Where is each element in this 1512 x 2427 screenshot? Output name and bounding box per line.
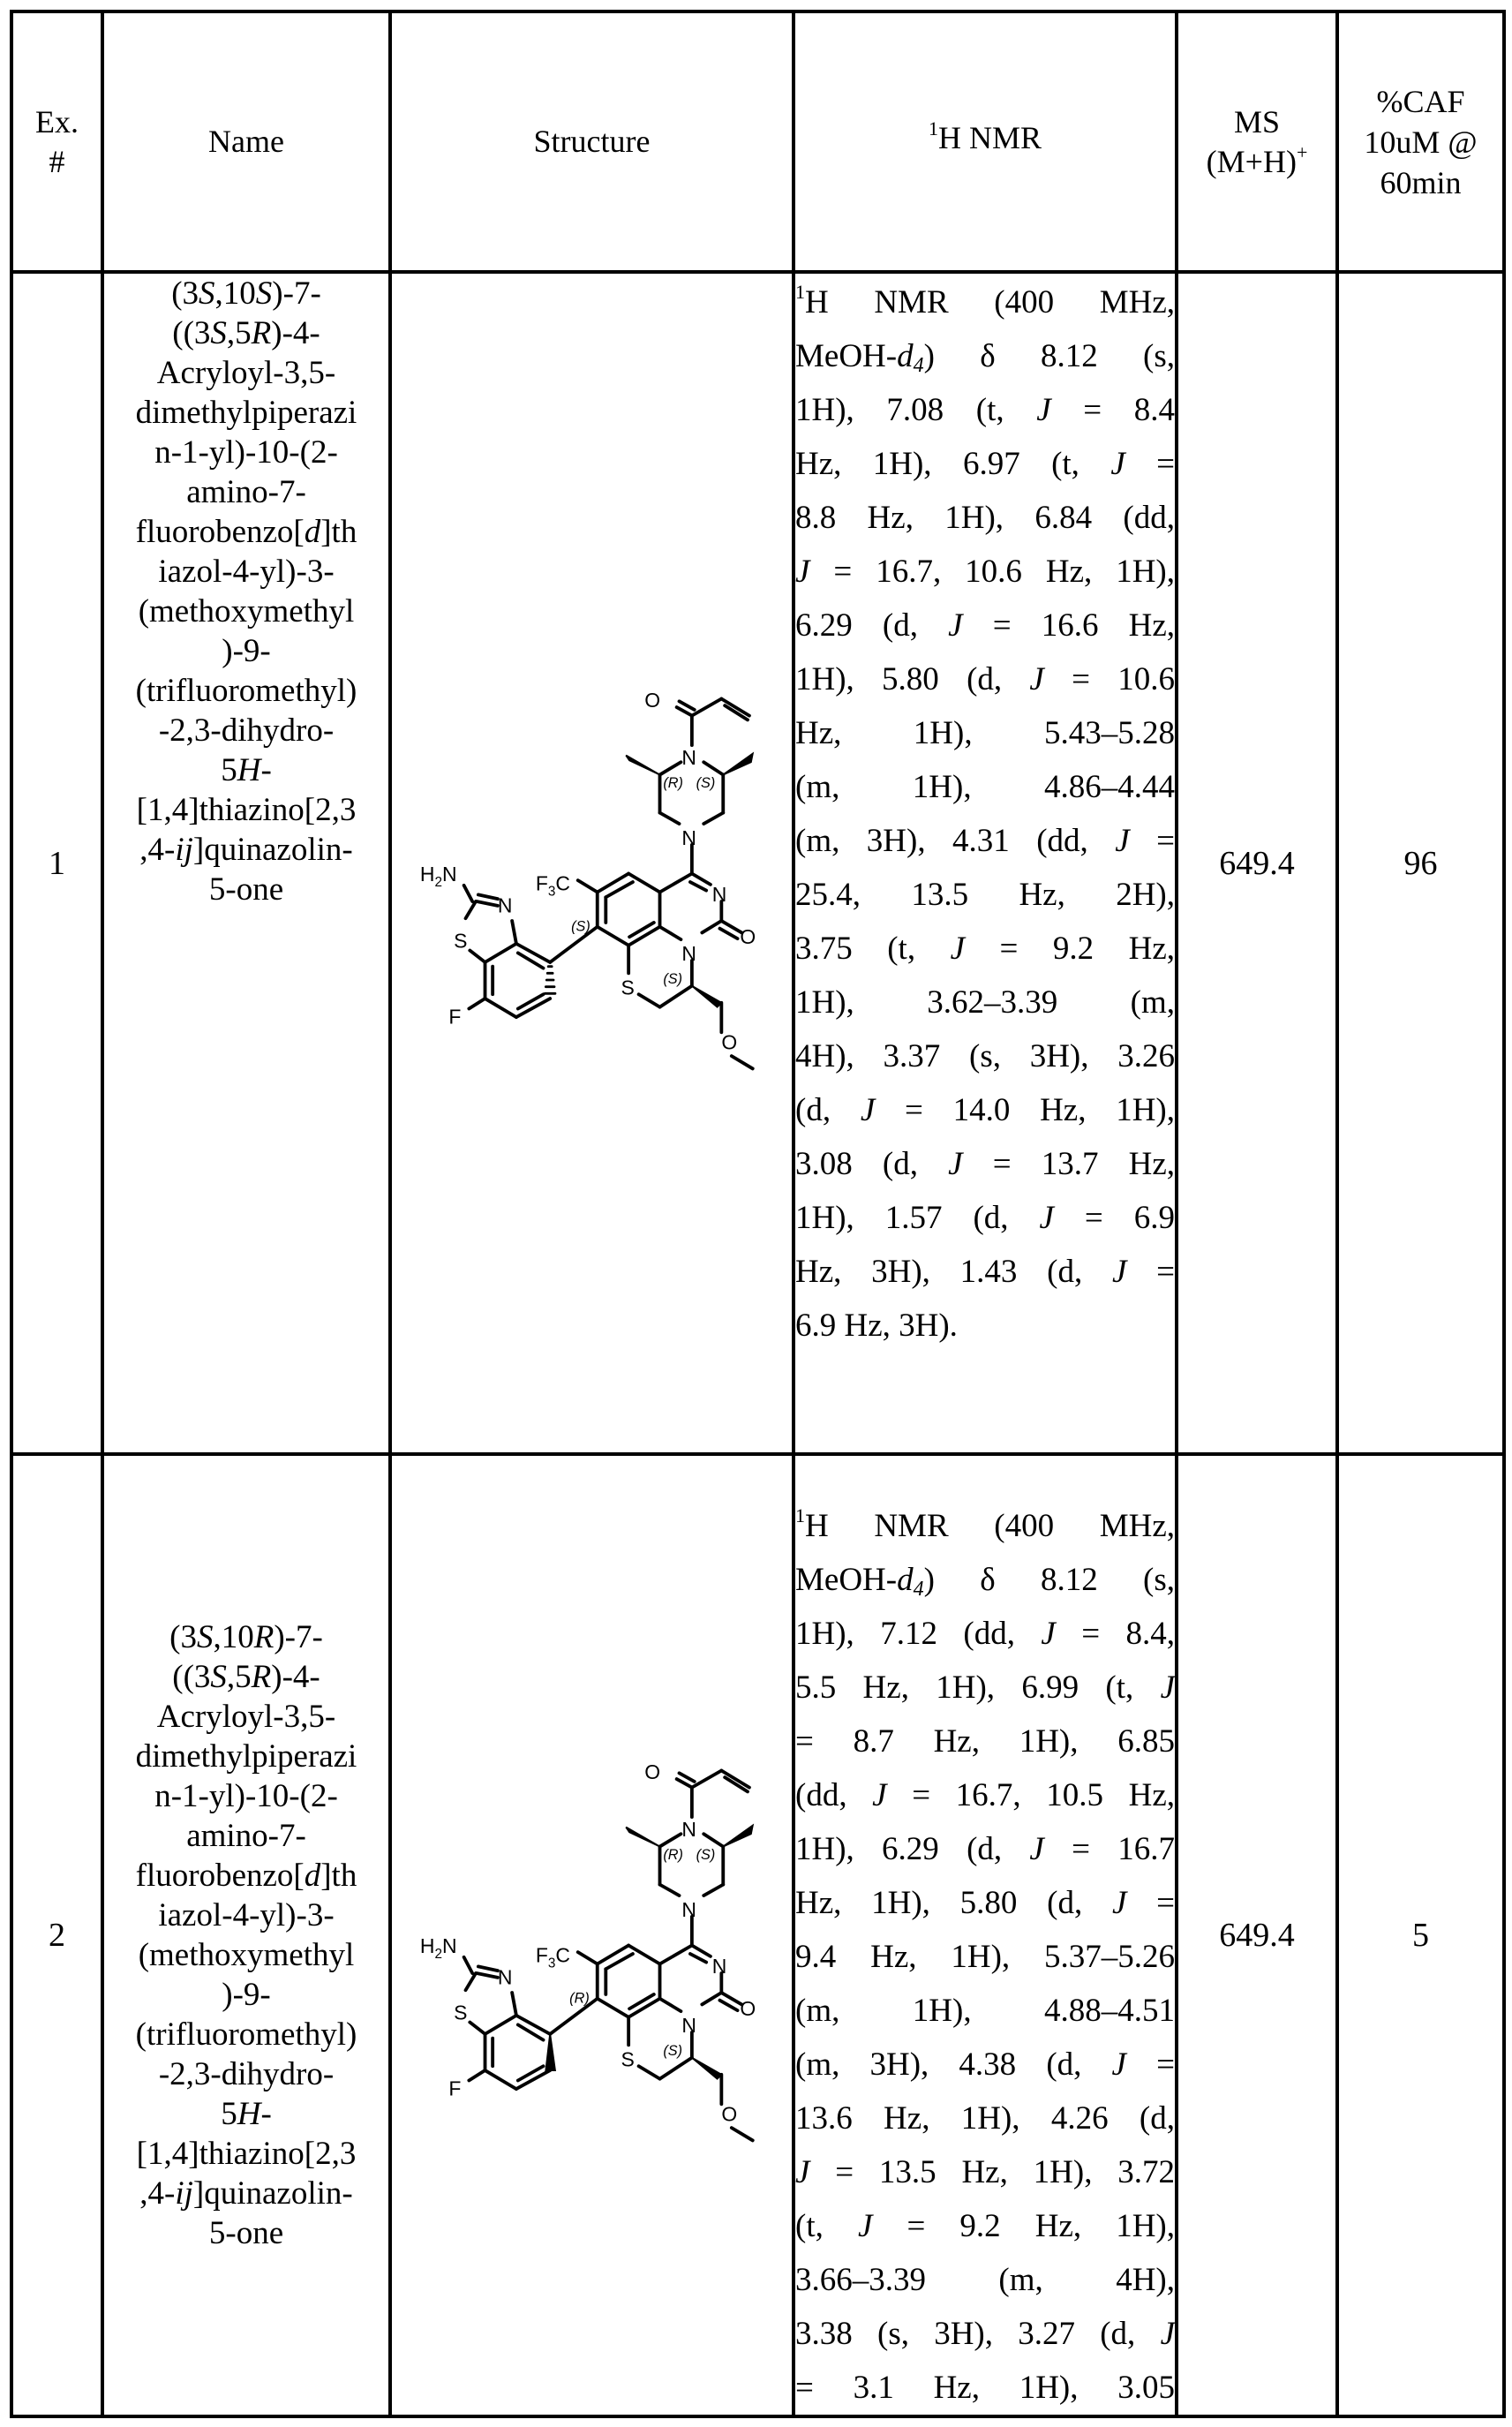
svg-text:N: N [497,893,512,916]
svg-text:O: O [643,1760,660,1784]
name-line: 5-one [208,871,284,908]
name-line: iazol-4-yl)-3- [158,1897,335,1933]
name-line: ,4-ij]quinazolin- [139,832,353,868]
nmr-line: = 8.7 Hz, 1H), 6.85 [795,1723,1175,1760]
nmr-line: J = 16.7, 10.6 Hz, 1H), [795,554,1175,590]
svg-text:H2N: $H_2N$ [419,862,457,890]
header-ms [1177,11,1337,272]
svg-text:N: N [681,745,696,769]
nmr-line: $^1$H NMR (400 MHz, [795,1504,1175,1544]
svg-text:F: F [448,1005,461,1029]
nmr-line: 3.08 (d, J = 13.7 Hz, [795,1146,1175,1182]
name-line: Acryloyl-3,5- [156,1699,336,1735]
name-line: -2,3-dihydro- [158,712,335,749]
nmr-line: (m, 3H), 4.38 (d, J = [795,2046,1175,2083]
nmr-line: (d, J = 14.0 Hz, 1H), [795,1092,1175,1128]
nmr-line: 6.9 Hz, 3H). [795,1308,958,1344]
nmr-line: 13.6 Hz, 1H), 4.26 (d, [795,2100,1175,2137]
name-line: fluorobenzo[d]th [135,1858,357,1894]
svg-text:N: N [681,2014,696,2037]
name-line: dimethylpiperazi [135,1738,357,1775]
compound-data-table [10,10,1506,2418]
compound-name [102,1454,390,2416]
name-line: ,4-ij]quinazolin- [139,2175,353,2212]
svg-text:N: N [681,825,696,849]
nmr-cell [794,272,1177,1454]
nmr-line: 8.8 Hz, 1H), 6.84 (dd, [795,500,1175,536]
name-line: n-1-yl)-10-(2- [154,434,338,471]
header-row [11,11,1504,272]
name-line: -2,3-dihydro- [158,2056,335,2092]
nmr-line: Hz, 1H), 5.80 (d, J = [795,1885,1175,1921]
nmr-line: 6.29 (d, J = 16.6 Hz, [795,607,1175,644]
header-ex-line2: # [49,143,65,179]
svg-text:O: O [739,924,756,948]
example-number: 2 [11,1454,102,2416]
name-line: (trifluoromethyl) [135,2016,357,2053]
header-ms-charge: + [1296,140,1308,163]
svg-text:F: F [448,2077,461,2100]
name-line: amino-7- [186,474,306,510]
svg-text:F3C: $F_3C$ [535,1943,570,1971]
table-row [11,1454,1504,2416]
nmr-line: 1H), 3.62–3.39 (m, [795,984,1175,1021]
name-line: (3S,10S)-7- [171,275,321,312]
nmr-line: 4H), 3.37 (s, 3H), 3.26 [795,1038,1175,1074]
nmr-line: 3.38 (s, 3H), 3.27 (d, J [795,2316,1175,2352]
nmr-line: 3.75 (t, J = 9.2 Hz, [795,931,1175,967]
header-caf-line3: 60min [1380,164,1462,200]
header-ex [11,11,102,272]
svg-text:N: N [681,1818,696,1842]
structure-cell [390,1454,794,2416]
name-line: n-1-yl)-10-(2- [154,1778,338,1814]
svg-text:(R): (R) [662,774,683,791]
nmr-line: 3.66–3.39 (m, 4H), [795,2262,1175,2298]
nmr-line: MeOH-$d_4$) δ 8.12 (s, [795,1562,1175,1601]
svg-text:(S): (S) [570,918,591,935]
nmr-line: (dd, J = 16.7, 10.5 Hz, [795,1777,1175,1813]
header-caf-line1: %CAF [1376,83,1465,119]
svg-text:O: O [643,688,660,712]
header-ms-line2 [1178,142,1335,182]
nmr-line: 25.4, 13.5 Hz, 2H), [795,877,1175,913]
nmr-line: 1H), 7.08 (t, J = 8.4 [795,392,1175,428]
nmr-line: 9.4 Hz, 1H), 5.37–5.26 [795,1939,1175,1975]
caf-value: 96 [1337,272,1504,1454]
name-line: (trifluoromethyl) [135,673,357,709]
nmr-line: $^1$H NMR (400 MHz, [795,281,1175,320]
example-number: 1 [11,272,102,1454]
header-nmr-label: H NMR [937,120,1042,155]
table-row [11,272,1504,1454]
chemical-structure-diagram [398,1723,786,2147]
name-line: ((3S,5R)-4- [172,1659,320,1695]
name-line: iazol-4-yl)-3- [158,554,335,590]
nmr-line: J = 13.5 Hz, 1H), 3.72 [795,2154,1175,2190]
header-nmr-superscript: 1 [928,117,938,139]
header-structure: Structure [390,11,794,272]
svg-text:H2N: $H_2N$ [419,1934,457,1962]
svg-text:O: O [720,1029,737,1053]
nmr-line: (m, 1H), 4.88–4.51 [795,1993,1175,2029]
nmr-line: = 3.1 Hz, 1H), 3.05 [795,2370,1175,2406]
name-line: (methoxymethyl [138,1937,355,1973]
header-ms-adduct: (M+H) [1206,143,1297,179]
name-line: Acryloyl-3,5- [156,355,336,391]
compound-name [102,272,390,1454]
svg-text:N: N [711,1955,726,1979]
nmr-cell [794,1454,1177,2416]
svg-text:(R): (R) [568,1990,590,2007]
name-line: ((3S,5R)-4- [172,315,320,351]
nmr-line: Hz, 3H), 1.43 (d, J = [795,1254,1175,1290]
chemical-structure-diagram [398,652,786,1075]
svg-text:N: N [711,882,726,906]
name-line: dimethylpiperazi [135,395,357,431]
nmr-line: Hz, 1H), 5.43–5.28 [795,715,1175,751]
svg-text:N: N [497,1965,512,1989]
svg-text:S: S [621,975,635,999]
header-nmr [794,11,1177,272]
nmr-line: 1H), 6.29 (d, J = 16.7 [795,1831,1175,1867]
svg-text:S: S [453,2001,467,2024]
nmr-line: 1H), 1.57 (d, J = 6.9 [795,1200,1175,1236]
svg-text:(R): (R) [662,1846,683,1863]
nmr-line: (t, J = 9.2 Hz, 1H), [795,2208,1175,2244]
svg-text:(S): (S) [662,970,682,987]
header-name: Name [102,11,390,272]
header-caf-line2: 10uM @ [1364,124,1478,160]
name-line: )-9- [222,1977,271,2013]
nmr-line: MeOH-$d_4$) δ 8.12 (s, [795,338,1175,377]
svg-text:O: O [720,2102,737,2126]
name-line: 5-one [208,2215,284,2251]
svg-text:N: N [681,1897,696,1921]
name-line: 5H- [221,2096,272,2132]
nmr-line: 5.5 Hz, 1H), 6.99 (t, J [795,1670,1175,1706]
name-line: )-9- [222,633,271,669]
structure-cell [390,272,794,1454]
name-line: (methoxymethyl [138,593,355,629]
header-caf [1337,11,1504,272]
name-line: [1,4]thiazino[2,3 [136,2136,357,2172]
nmr-line: 1H), 5.80 (d, J = 10.6 [795,661,1175,697]
name-line: amino-7- [186,1818,306,1854]
name-line: [1,4]thiazino[2,3 [136,792,357,828]
header-ms-line1: MS [1233,103,1281,139]
svg-text:(S): (S) [696,1846,715,1863]
ms-value: 649.4 [1177,272,1337,1454]
svg-text:S: S [453,929,467,953]
caf-value: 5 [1337,1454,1504,2416]
svg-text:(S): (S) [662,2042,682,2059]
nmr-line: 1H), 7.12 (dd, J = 8.4, [795,1616,1175,1652]
nmr-line: (m, 3H), 4.31 (dd, J = [795,823,1175,859]
header-ex-line1: Ex. [35,103,79,139]
ms-value: 649.4 [1177,1454,1337,2416]
name-line: fluorobenzo[d]th [135,514,357,550]
nmr-line: Hz, 1H), 6.97 (t, J = [795,446,1175,482]
name-line: 5H- [221,752,272,788]
svg-text:N: N [681,941,696,965]
svg-text:S: S [621,2047,635,2071]
svg-text:F3C: $F_3C$ [535,871,570,899]
name-line: (3S,10R)-7- [169,1619,323,1655]
svg-text:O: O [739,1996,756,2020]
svg-text:(S): (S) [696,774,715,791]
nmr-line: (m, 1H), 4.86–4.44 [795,769,1175,805]
